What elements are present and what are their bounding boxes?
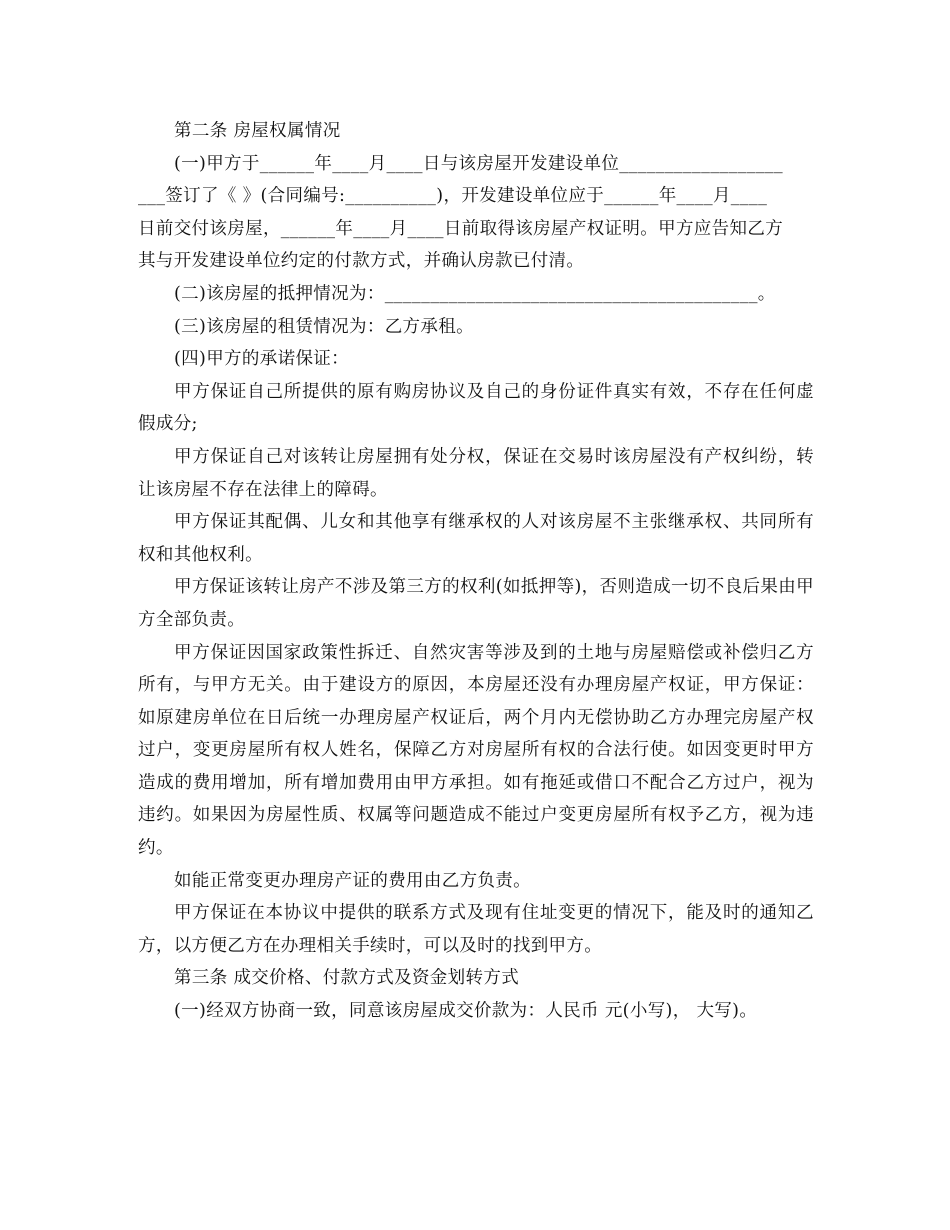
document-body	[138, 115, 814, 1028]
certificate-fee-clause: 如能正常变更办理房产证的费用由乙方负责。	[174, 870, 531, 891]
guarantee-disposal-right: 甲方保证自己对该转让房屋拥有处分权，保证在交易时该房屋没有产权纠纷，转让该房屋不存在法律上的障碍。	[138, 446, 814, 500]
guarantee-contact-info: 甲方保证在本协议中提供的联系方式及现有住址变更的情况下，能及时的通知乙方，以方便乙方在办理相关手续时，可以及时的找到甲方。	[138, 903, 814, 956]
clause-2-4-heading: (四)甲方的承诺保证：	[174, 349, 350, 370]
guarantee-documents: 甲方保证自己所提供的原有购房协议及自己的身份证件真实有效，不存在任何虚假成分;	[138, 381, 814, 435]
clause-2-2-mortgage: (二)该房屋的抵押情况为：_________________________________________。	[174, 283, 776, 304]
guarantee-compensation-transfer: 甲方保证因国家政策性拆迁、自然灾害等涉及到的土地与房屋赔偿或补偿归乙方所有，与甲方无关。由于建设方的原因，本房屋还没有办理房屋产权证，甲方保证：如原建房单位在日后统一办理房屋产权证后，两个月内无偿协助乙方办理完房屋产权过户，变更房屋所有权人姓名，保障乙方对房屋所有权的合法行使。如因变更时甲方造成的费用增加，所有增加费用由甲方承担。如有拖延或借口不配合乙方过户，视为违约。如果因为房屋性质、权属等问题造成不能过户变更房屋所有权予乙方，视为违约。	[138, 642, 814, 859]
clause-3-1-price: (一)经双方协商一致，同意该房屋成交价款为：人民币 元(小写)， 大写)。	[174, 1001, 758, 1022]
guarantee-family-rights: 甲方保证其配偶、儿女和其他享有继承权的人对该房屋不主张继承权、共同所有权和其他权利。	[138, 512, 814, 565]
clause-2-3-lease: (三)该房屋的租赁情况为：乙方承租。	[174, 316, 474, 337]
article-2-heading: 第二条 房屋权属情况	[174, 121, 341, 141]
article-3-heading: 第三条 成交价格、付款方式及资金划转方式	[174, 968, 520, 989]
guarantee-third-party: 甲方保证该转让房产不涉及第三方的权利(如抵押等)，否则造成一切不良后果由甲方全部负责。	[138, 577, 814, 630]
clause-2-1-ownership-contract: (一)甲方于______年____月____日与该房屋开发建设单位__________________ ___签订了《 》(合同编号:__________)，开发建设单位应于______年____月____ 日前交付该房屋，______年____月____日前取得该房屋产权证明。甲方应告知乙方 其与开发建设单位约定的付款方式，并确认房款已付清。	[138, 153, 784, 272]
